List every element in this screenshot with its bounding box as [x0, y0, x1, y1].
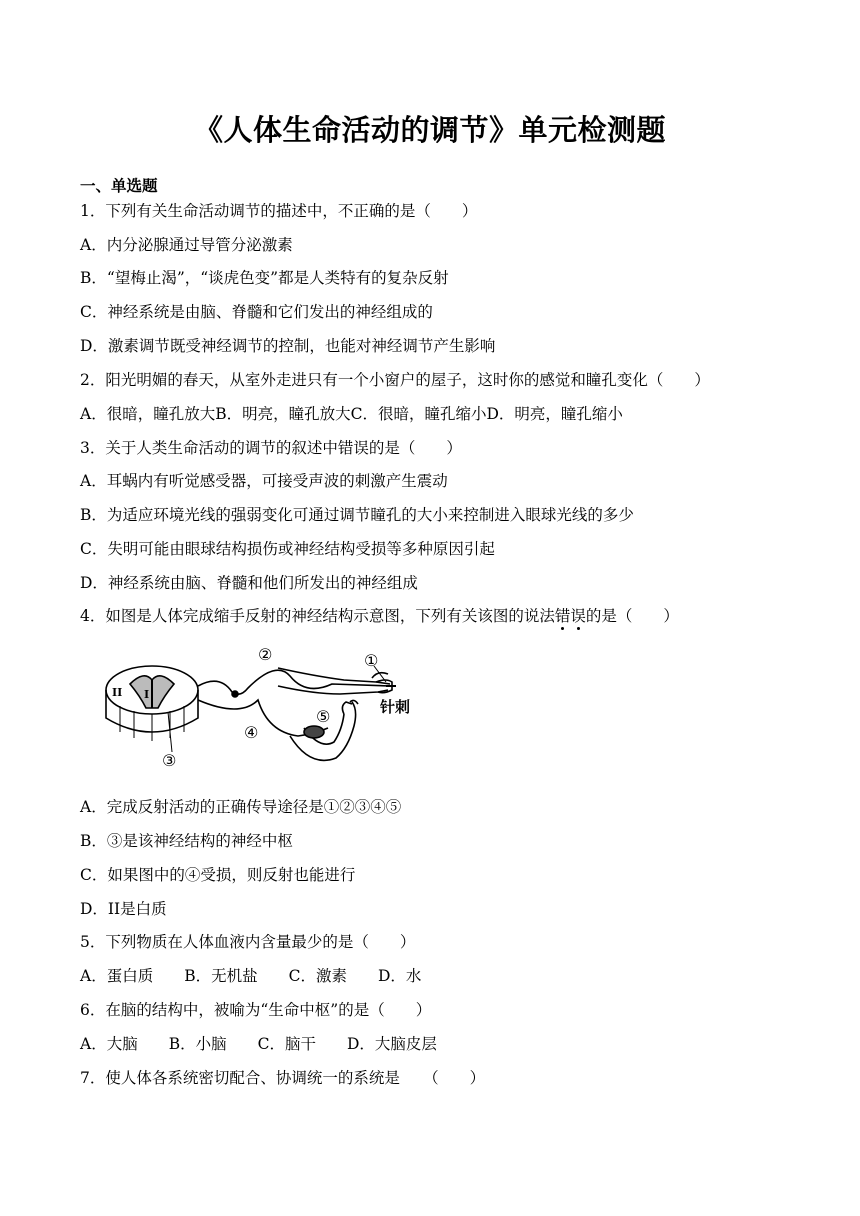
- emphasis-char: 误: [570, 607, 586, 625]
- label-3: ③: [162, 751, 177, 770]
- question-1-option-c: C．神经系统是由脑、脊髓和它们发出的神经组成的: [80, 303, 433, 321]
- question-7-stem: 7．使人体各系统密切配合、协调统一的系统是 （ ）: [80, 1069, 486, 1087]
- stimulus-label: 针刺: [380, 698, 411, 716]
- label-5: ⑤: [316, 707, 331, 726]
- emphasis-char: 错: [554, 607, 571, 625]
- question-3-option-d: D．神经系统由脑、脊髓和他们所发出的神经组成: [80, 574, 418, 592]
- page-title: 《人体生命活动的调节》单元检测题: [193, 113, 666, 147]
- question-3-stem: 3．关于人类生命活动的调节的叙述中错误的是（ ）: [80, 439, 462, 457]
- question-4-stem: [80, 606, 679, 626]
- question-2-options: A．很暗，瞳孔放大B．明亮，瞳孔放大C．很暗，瞳孔缩小D．明亮，瞳孔缩小: [80, 405, 623, 423]
- label-roman-2: II: [112, 686, 123, 699]
- question-5-stem: 5．下列物质在人体血液内含量最少的是（ ）: [80, 933, 416, 951]
- question-1-stem: 1．下列有关生命活动调节的描述中，不正确的是（ ）: [80, 202, 478, 220]
- question-3-option-c: C．失明可能由眼球结构损伤或神经结构受损等多种原因引起: [80, 540, 495, 558]
- question-4-option-c: C．如果图中的④受损，则反射也能进行: [80, 866, 356, 884]
- question-1-option-d: D．激素调节既受神经调节的控制，也能对神经调节产生影响: [80, 337, 496, 355]
- question-4-option-a: A．完成反射活动的正确传导途径是①②③④⑤: [80, 798, 402, 816]
- question-4-stem-text: 4．如图是人体完成缩手反射的神经结构示意图，下列有关该图的说法: [80, 607, 555, 625]
- question-1-option-b: B．“望梅止渴”，“谈虎色变”都是人类特有的复杂反射: [80, 269, 449, 287]
- reflex-arc-figure: [100, 640, 430, 770]
- question-4-stem-end: 的是（ ）: [585, 607, 679, 625]
- label-1: ①: [364, 651, 379, 670]
- question-6-options: A．大脑 B．小脑 C．脑干 D．大脑皮层: [80, 1035, 437, 1053]
- question-1-option-a: A．内分泌腺通过导管分泌激素: [80, 236, 293, 254]
- question-2-stem: 2．阳光明媚的春天，从室外走进只有一个小窗户的屋子，这时你的感觉和瞳孔变化（ ）: [80, 371, 710, 389]
- section-heading: 一、单选题: [80, 177, 158, 195]
- label-2: ②: [258, 645, 273, 664]
- question-4-option-b: B．③是该神经结构的神经中枢: [80, 832, 293, 850]
- question-3-option-a: A．耳蜗内有听觉感受器，可接受声波的刺激产生震动: [80, 472, 448, 490]
- question-3-option-b: B．为适应环境光线的强弱变化可通过调节瞳孔的大小来控制进入眼球光线的多少: [80, 506, 634, 524]
- label-roman-1: I: [144, 688, 150, 701]
- question-6-stem: 6．在脑的结构中，被喻为“生命中枢”的是（ ）: [80, 1001, 432, 1019]
- label-4: ④: [244, 723, 259, 742]
- question-5-options: A．蛋白质 B．无机盐 C．激素 D．水: [80, 967, 422, 985]
- question-4-option-d: D．II是白质: [80, 900, 167, 918]
